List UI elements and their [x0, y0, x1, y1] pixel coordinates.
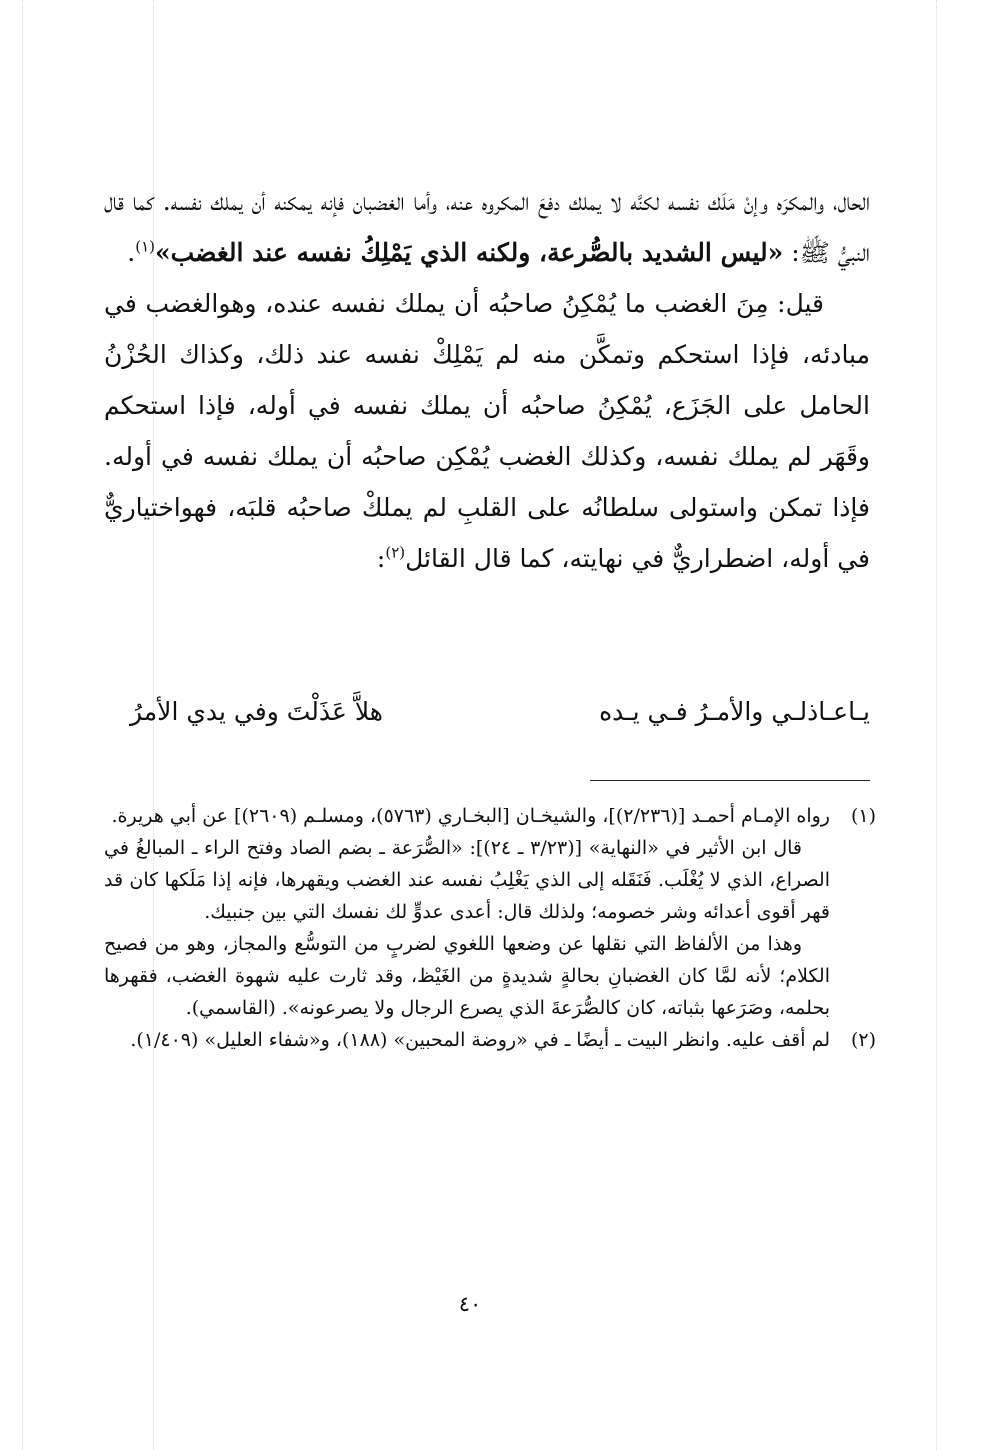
main-text — [104, 176, 870, 584]
poetry-verse — [130, 686, 870, 737]
footnote-paragraph: لم أقف عليه. وانظر البيت ـ أيضًا ـ في «روضة المحبين» (١٨٨)، و«شفاء العليل» (١/٤٠٩). — [130, 1029, 830, 1051]
footnote-body — [104, 800, 830, 1024]
hadith-quote: «ليس الشديد بالصُّرعة، ولكنه الذي يَمْلِكُ نفسه عند الغضب» — [155, 238, 784, 267]
footnotes — [104, 800, 876, 1056]
paragraph-1-end: . — [127, 238, 136, 267]
paragraph-1 — [104, 176, 870, 278]
footnote-2 — [104, 1024, 876, 1056]
footnote-separator — [590, 780, 870, 781]
footnote-1 — [104, 800, 876, 1024]
paragraph-2-text: قيل: مِنَ الغضب ما يُمْكِنُ صاحبُه أن يملك نفسه عنده، وهوالغضب في مبادئه، فإذا استحكم وتمكَّن منه لم يَمْلِكْ نفسه عند ذلك، وكذاك الحُزْنُ الحامل على الجَزَع، يُمْكِنُ صاحبُه أن يملك نفسه في أوله، فإذا استحكم وقَهَر لم يملك نفسه، وكذلك الغضب يُمْكِن صاحبُه أن يملك نفسه في أوله. فإذا تمكن واستولى سلطانُه على القلبِ لم يملكْ صاحبُه قلبَه، فهواختياريٌّ في أوله، اضطراريٌّ في نهايته، كما قال القائل — [104, 289, 870, 573]
footnote-paragraph: وهذا من الألفاظ التي نقلها عن وضعها اللغوي لضربٍ من التوسُّع والمجاز، وهو من فصيح الكلام؛ لأنه لمَّا كان الغضبانِ بحالةٍ شديدةٍ من الغَيْظ، وقد ثارت عليه شهوة الغضب، فقهرها بحلمه، وصَرَعها بثباته، كان كالصُّرَعةَ الذي يصرع الرجال ولا يصرعونه». (القاسمي). — [104, 933, 830, 1019]
paragraph-1-text: الحال، والمكرَه وإنْ مَلَك نفسه لكنَّه لا يملك دفعَ المكروه عنه، وأما الغضبان فإنه يمكنه أن يملك نفسه. كما قال النبيُّ ﷺ: — [104, 187, 870, 267]
footnote-ref-1: (١) — [135, 237, 155, 256]
footnote-body — [104, 1024, 830, 1056]
footnote-number: (٢) — [850, 1029, 876, 1051]
paragraph-2-end: : — [376, 544, 386, 573]
footnote-paragraph: رواه الإمـام أحمـد [(٢/٢٣٦)]، والشيخـان [البخـاري (٥٧٦٣)، ومسلـم (٢٦٠٩)] عن أبي هريرة. — [111, 805, 830, 827]
scan-artifact-line — [22, 0, 23, 1450]
paragraph-2 — [104, 278, 870, 584]
footnote-ref-2: (٢) — [385, 543, 406, 562]
verse-second-hemistich: هلاَّ عَذَلْتَ وفي يدي الأمرُ — [130, 697, 383, 726]
verse-first-hemistich: يـاعـاذلـي والأمـرُ فـي يـده — [599, 697, 870, 726]
footnote-number: (١) — [850, 805, 876, 827]
footnote-paragraph: قال ابن الأثير في «النهاية» [(٣/٢٣ ـ ٢٤)]: «الصُّرَعة ـ بضم الصاد وفتح الراء ـ المبالغُ في الصراع، الذي لا يُغْلَب. فَنَقَله إلى الذي يَغْلِبُ نفسه عند الغضب ويقهرها، فإنه إذا مَلَكها كان قد قهر أقوى أعدائه وشر خصومه؛ ولذلك قال: أعدى عدوٍّ لك نفسك التي بين جنبيك. — [104, 837, 830, 923]
page-number: ٤٠ — [458, 1292, 482, 1316]
scan-artifact-line — [936, 0, 937, 1450]
